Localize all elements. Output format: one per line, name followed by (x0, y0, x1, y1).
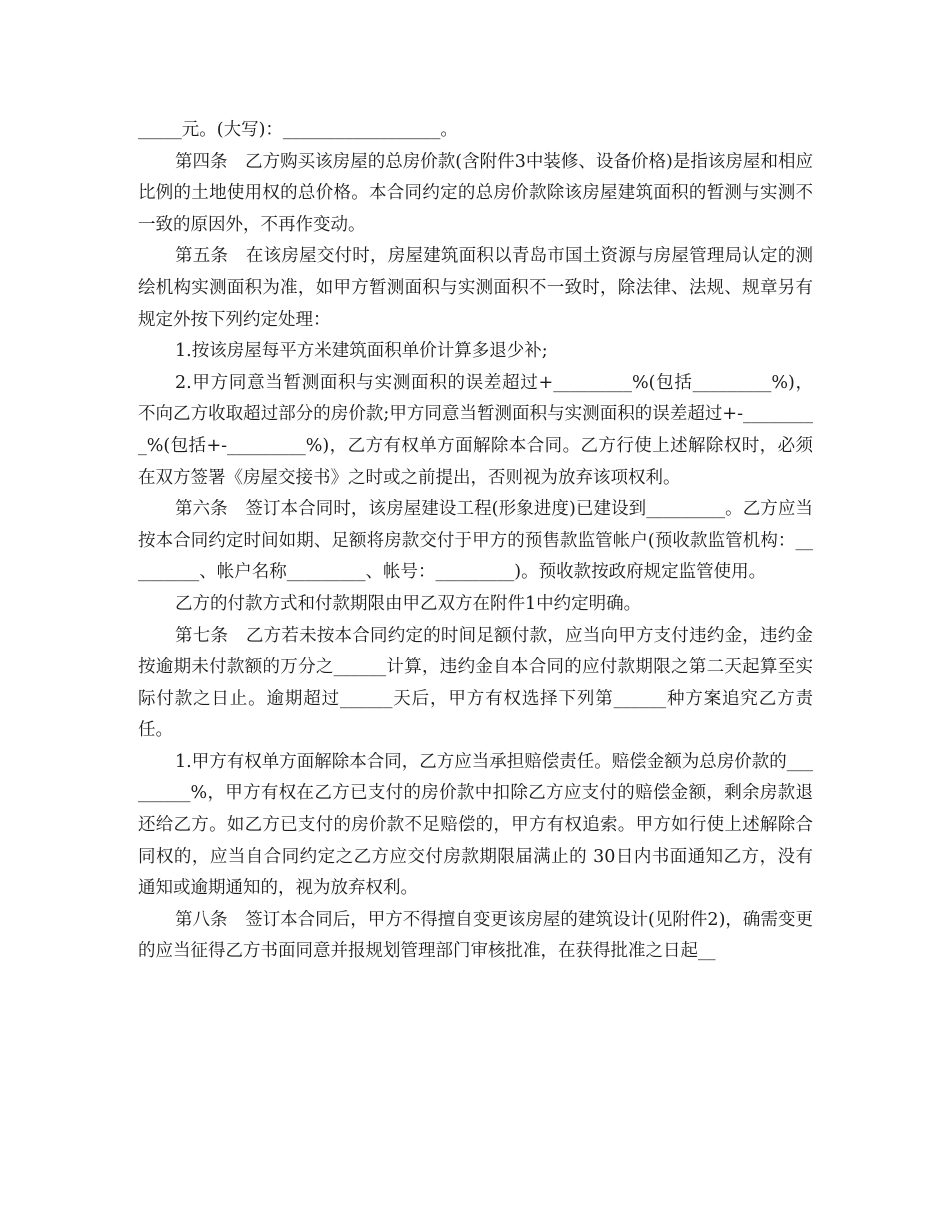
paragraph-article-5: 第五条 在该房屋交付时，房屋建筑面积以青岛市国土资源与房屋管理局认定的测绘机构实测面积为准，如甲方暂测面积与实测面积不一致时，除法律、法规、规章另有规定外按下列约定处理： (138, 246, 813, 330)
paragraph-article-8: 第八条 签订本合同后，甲方不得擅自变更该房屋的建筑设计(见附件2)，确需变更的应当征得乙方书面同意并报规划管理部门审核批准，在获得批准之日起__ (138, 909, 813, 962)
paragraph-article-7-item-1: 1.甲方有权单方面解除本合同，乙方应当承担赔偿责任。赔偿金额为总房价款的_________%，甲方有权在乙方已支付的房价款中扣除乙方应支付的赔偿金额，剩余房款退还给乙方。如乙方已支付的房价款不足赔偿的，甲方有权追索。甲方如行使上述解除合同权的，应当自合同约定之乙方应交付房款期限届满止的 30日内书面通知乙方，没有通知或逾期通知的，视为放弃权利。 (138, 751, 813, 899)
document-body (138, 115, 813, 968)
paragraph-article-5-item-2: 2.甲方同意当暂测面积与实测面积的误差超过+_________%(包括_________%)，不向乙方收取超过部分的房价款;甲方同意当暂测面积与实测面积的误差超过+-_________%(包括+-_________%)，乙方有权单方面解除本合同。乙方行使上述解除权时，必须在双方签署《房屋交接书》之时或之前提出，否则视为放弃该项权利。 (138, 372, 813, 488)
paragraph-amount-line: _____元。(大写)：__________________。 (138, 120, 458, 140)
paragraph-article-6: 第六条 签订本合同时，该房屋建设工程(形象进度)已建设到_________。乙方应当按本合同约定时间如期、足额将房款交付于甲方的预售款监管帐户(预收款监管机构：_________、帐户名称_________、帐号：_________)。预收款按政府规定监管使用。 (138, 499, 813, 583)
paragraph-article-4: 第四条 乙方购买该房屋的总房价款(含附件3中装修、设备价格)是指该房屋和相应比例的土地使用权的总价格。本合同约定的总房价款除该房屋建筑面积的暂测与实测不一致的原因外，不再作变动。 (138, 151, 813, 235)
paragraph-article-5-item-1: 1.按该房屋每平方米建筑面积单价计算多退少补; (175, 341, 548, 362)
paragraph-article-7: 第七条 乙方若未按本合同约定的时间足额付款，应当向甲方支付违约金，违约金按逾期未付款额的万分之______计算，违约金自本合同的应付款期限之第二天起算至实际付款之日止。逾期超过______天后，甲方有权选择下列第______种方案追究乙方责任。 (138, 625, 813, 741)
paragraph-payment-method: 乙方的付款方式和付款期限由甲乙双方在附件1中约定明确。 (175, 593, 642, 614)
